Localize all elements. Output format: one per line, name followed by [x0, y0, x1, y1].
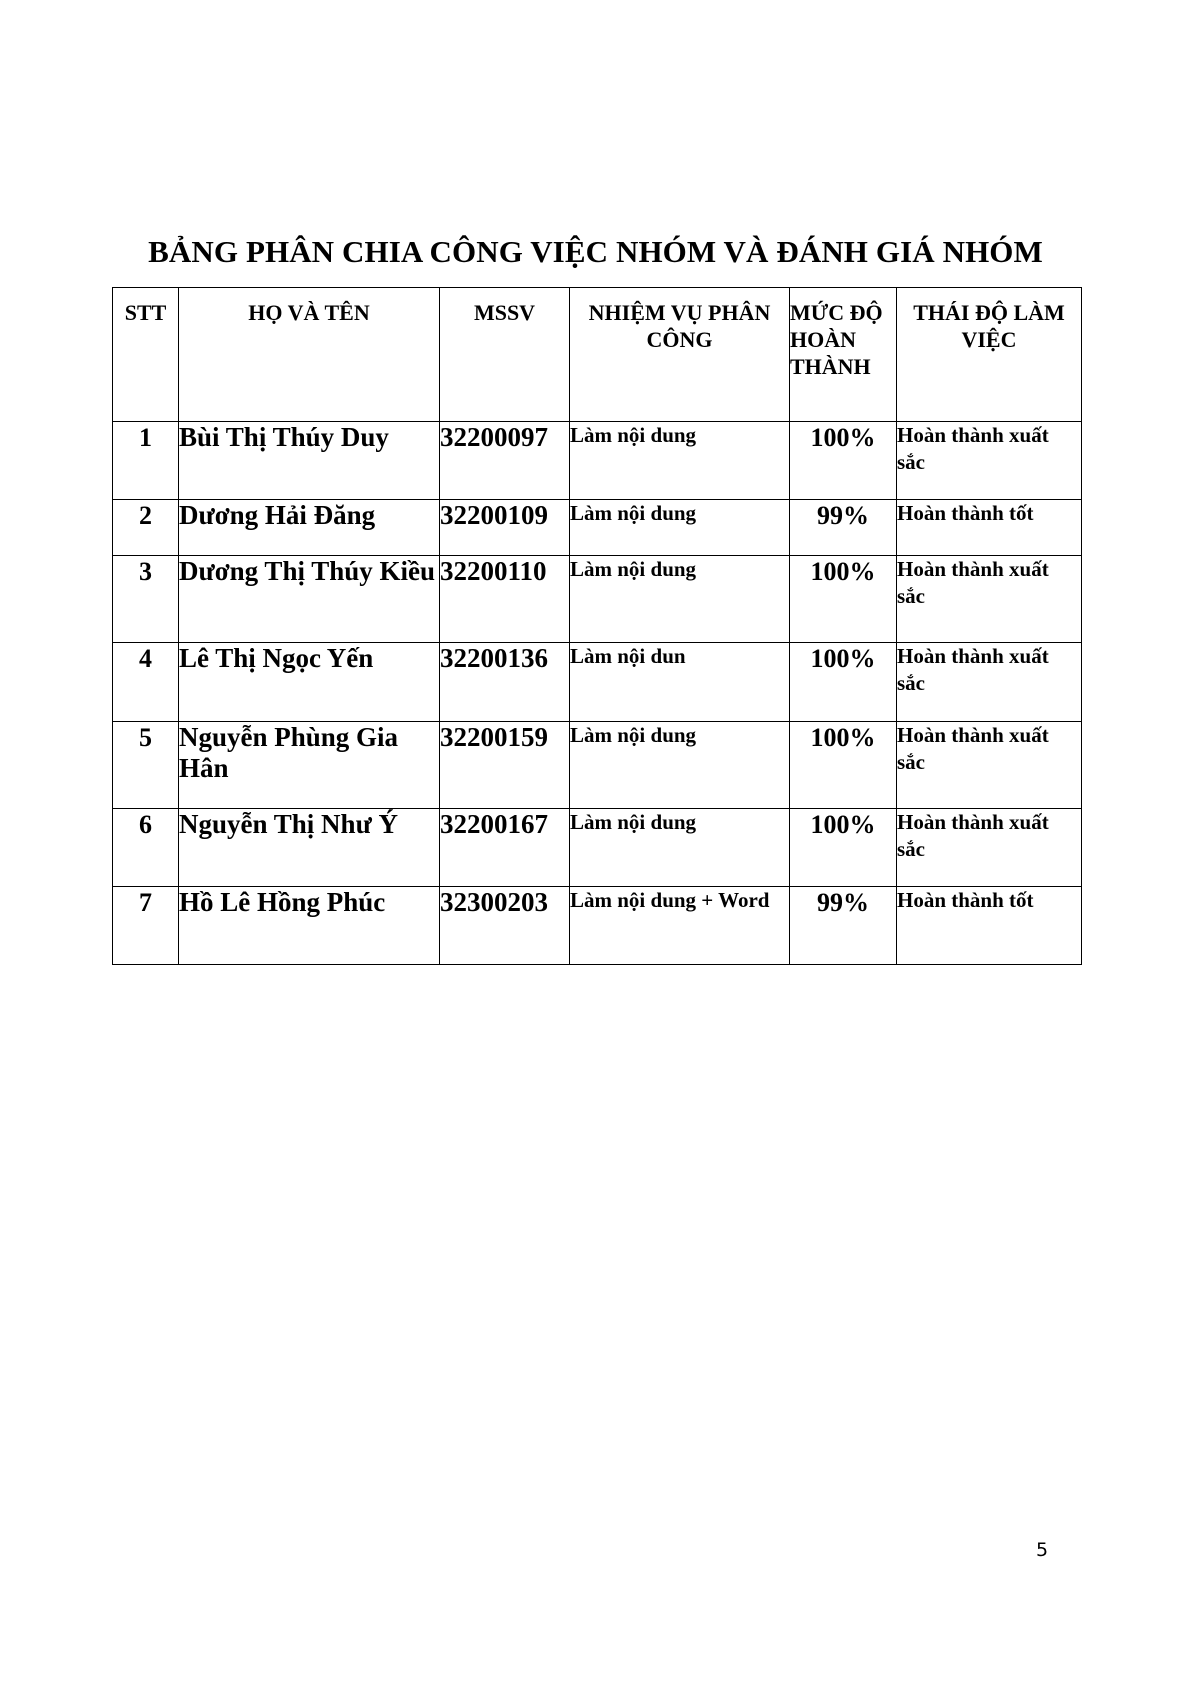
- cell-stt: 6: [113, 809, 179, 887]
- header-attitude: THÁI ĐỘ LÀM VIỆC: [897, 288, 1082, 422]
- cell-mssv: 32200109: [440, 500, 570, 556]
- cell-level: 99%: [790, 887, 897, 965]
- cell-level: 100%: [790, 643, 897, 722]
- cell-task: Làm nội dung: [570, 722, 790, 809]
- document-title: BẢNG PHÂN CHIA CÔNG VIỆC NHÓM VÀ ĐÁNH GIÁ NHÓM: [148, 234, 1043, 269]
- cell-level: 100%: [790, 809, 897, 887]
- cell-stt: 2: [113, 500, 179, 556]
- cell-name: Dương Thị Thúy Kiều: [179, 556, 440, 643]
- table-row: [113, 887, 1082, 965]
- cell-name: Hồ Lê Hồng Phúc: [179, 887, 440, 965]
- header-task: NHIỆM VỤ PHÂN CÔNG: [570, 288, 790, 422]
- cell-stt: 3: [113, 556, 179, 643]
- cell-task: Làm nội dung: [570, 500, 790, 556]
- cell-task: Làm nội dun: [570, 643, 790, 722]
- cell-mssv: 32200110: [440, 556, 570, 643]
- table-row: [113, 422, 1082, 500]
- cell-mssv: 32200097: [440, 422, 570, 500]
- cell-mssv: 32200136: [440, 643, 570, 722]
- cell-mssv: 32200159: [440, 722, 570, 809]
- cell-name: Dương Hải Đăng: [179, 500, 440, 556]
- cell-mssv: 32200167: [440, 809, 570, 887]
- cell-task: Làm nội dung: [570, 422, 790, 500]
- page-number: 5: [1036, 1539, 1049, 1561]
- header-mssv: MSSV: [440, 288, 570, 422]
- table-row: [113, 809, 1082, 887]
- header-stt: STT: [113, 288, 179, 422]
- cell-attitude: Hoàn thành xuất sắc: [897, 722, 1082, 809]
- cell-mssv: 32300203: [440, 887, 570, 965]
- table-row: [113, 722, 1082, 809]
- header-level: MỨC ĐỘ HOÀN THÀNH: [790, 288, 897, 422]
- table-row: [113, 500, 1082, 556]
- cell-task: Làm nội dung + Word: [570, 887, 790, 965]
- cell-level: 100%: [790, 422, 897, 500]
- header-name: HỌ VÀ TÊN: [179, 288, 440, 422]
- cell-stt: 1: [113, 422, 179, 500]
- cell-task: Làm nội dung: [570, 556, 790, 643]
- cell-name: Nguyễn Thị Như Ý: [179, 809, 440, 887]
- cell-level: 100%: [790, 556, 897, 643]
- cell-attitude: Hoàn thành xuất sắc: [897, 809, 1082, 887]
- cell-stt: 5: [113, 722, 179, 809]
- table-row: [113, 556, 1082, 643]
- table-row: [113, 643, 1082, 722]
- table-header-row: [113, 288, 1082, 422]
- cell-name: Bùi Thị Thúy Duy: [179, 422, 440, 500]
- cell-name: Lê Thị Ngọc Yến: [179, 643, 440, 722]
- cell-attitude: Hoàn thành tốt: [897, 500, 1082, 556]
- cell-stt: 7: [113, 887, 179, 965]
- cell-attitude: Hoàn thành xuất sắc: [897, 643, 1082, 722]
- cell-attitude: Hoàn thành tốt: [897, 887, 1082, 965]
- cell-stt: 4: [113, 643, 179, 722]
- cell-level: 100%: [790, 722, 897, 809]
- cell-level: 99%: [790, 500, 897, 556]
- cell-attitude: Hoàn thành xuất sắc: [897, 556, 1082, 643]
- work-assignment-table: [112, 287, 1082, 965]
- cell-task: Làm nội dung: [570, 809, 790, 887]
- cell-attitude: Hoàn thành xuất sắc: [897, 422, 1082, 500]
- cell-name: Nguyễn Phùng Gia Hân: [179, 722, 440, 809]
